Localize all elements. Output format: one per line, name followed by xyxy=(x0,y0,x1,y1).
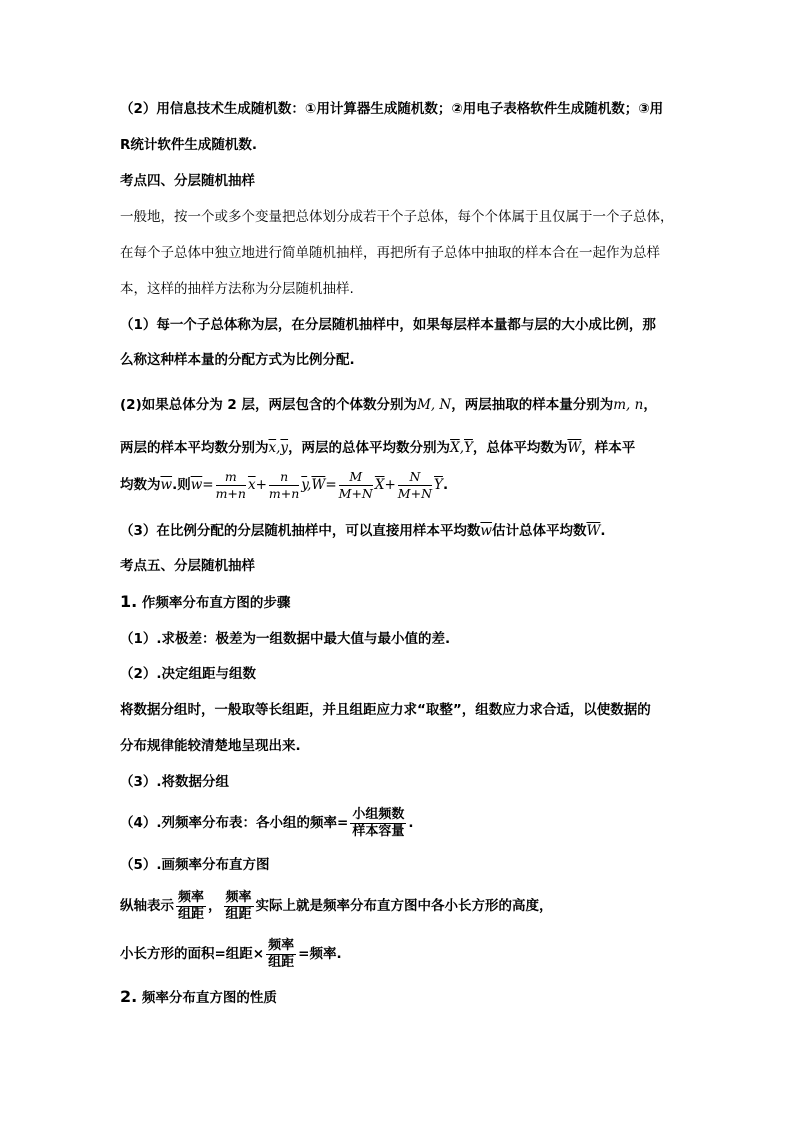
comma: , xyxy=(307,477,312,493)
area-text: =频率. xyxy=(298,946,342,962)
formula-line xyxy=(120,936,342,972)
fraction-numerator: N xyxy=(398,469,432,486)
comma: ， xyxy=(208,898,222,914)
axis-text: 实际上就是频率分布直方图中各小长方形的高度， xyxy=(255,898,553,914)
q2-text: ， xyxy=(643,397,657,413)
math-Ybar: $\overline{Y}$ xyxy=(463,440,473,456)
formula-line xyxy=(120,522,606,540)
fraction-denominator: m+n xyxy=(215,485,246,501)
q2-text: .则 xyxy=(172,477,191,493)
fraction-denominator: m+n xyxy=(268,485,300,501)
math-ybar: $\overline{y}$ xyxy=(280,440,289,456)
plus-sign: + xyxy=(255,477,267,493)
text-line: （2）用信息技术生成随机数：①用计算器生成随机数；②用电子表格软件生成随机数；③用 xyxy=(120,101,664,117)
q3-text: . xyxy=(600,523,606,539)
fraction xyxy=(216,469,246,502)
fraction-denominator: 组距 xyxy=(178,906,205,922)
fraction xyxy=(350,807,406,840)
fraction-numerator: 频率 xyxy=(268,937,295,953)
equals-sign: = xyxy=(325,477,337,493)
text-line: 本，这样的抽样方法称为分层随机抽样. xyxy=(120,281,354,297)
formula-line xyxy=(120,468,448,502)
q3-text: （3）在比例分配的分层随机抽样中，可以直接用样本平均数 xyxy=(120,523,481,539)
subsection-title: 作频率分布直方图的步骤 xyxy=(141,595,291,611)
math-xbar: $\overline{x}$ xyxy=(247,477,256,493)
text-line: 分布规律能较清楚地呈现出来. xyxy=(120,738,301,754)
fraction xyxy=(398,469,432,502)
text-line: R统计软件生成随机数. xyxy=(120,137,258,153)
q2-text: ，两层抽取的样本量分别为 xyxy=(451,397,614,413)
math-ybar: $\overline{y}$ xyxy=(301,477,308,493)
text-line: （2）.决定组距与组数 xyxy=(120,666,257,682)
fraction-denominator: M+N xyxy=(397,485,433,501)
text-line: （1）每一个子总体称为层，在分层随机抽样中，如果每层样本量都与层的大小成比例，那 xyxy=(120,317,656,333)
fraction-numerator: 小组频数 xyxy=(352,806,405,822)
fraction xyxy=(269,469,299,502)
text-line: 在每个子总体中独立地进行简单随机抽样，再把所有子总体中抽取的样本合在一起作为总样 xyxy=(120,245,660,261)
fraction-denominator: 组距 xyxy=(268,954,295,970)
math-xbar: $\overline{x}$ xyxy=(268,440,277,456)
fraction-denominator: 样本容量 xyxy=(352,823,405,839)
period: . xyxy=(408,815,414,831)
axis-text: 纵轴表示 xyxy=(120,898,174,914)
fraction-numerator: 频率 xyxy=(225,889,252,905)
fraction-denominator: M+N xyxy=(338,485,373,501)
math-wbar: $\overline{w}$ xyxy=(160,477,173,493)
text-line: 将数据分组时，一般取等长组距，并且组距应力求“取整”，组数应力求合适，以使数据的 xyxy=(120,702,651,718)
math-Ybar: $\overline{Y}$ xyxy=(434,477,443,493)
area-text: 小长方形的面积=组距× xyxy=(120,946,265,962)
fraction-denominator: 组距 xyxy=(225,906,252,922)
fraction-numerator: n xyxy=(269,469,299,486)
q2-text: 均数为 xyxy=(120,477,161,493)
q2-text: 两层的样本平均数分别为 xyxy=(120,440,269,456)
st4-text: （4）.列频率分布表：各小组的频率= xyxy=(120,815,349,831)
math-mn: m, n xyxy=(613,397,644,413)
formula-line: 两层的样本平均数分别为$\overline{x},\overline{y}$，两层的总体平均数分别为$\overline{X},\overline{Y}$，总体平均数为$\overline{W}$，样本平 xyxy=(120,440,636,456)
subsection-title: 频率分布直方图的性质 xyxy=(141,990,277,1006)
plus-sign: + xyxy=(384,477,396,493)
section-number: 1. xyxy=(120,592,138,611)
math-Xbar: $\overline{X}$ xyxy=(374,477,385,493)
q2-text: ，两层的总体平均数分别为 xyxy=(288,440,451,456)
fraction xyxy=(339,469,373,502)
subsection-heading xyxy=(120,988,277,1007)
q2-text: ，样本平 xyxy=(581,440,636,456)
math-Wbar: $\overline{W}$ xyxy=(586,523,601,539)
math-MN: M, N xyxy=(417,397,452,413)
math-wbar: $\overline{w}$ xyxy=(480,523,492,539)
math-wbar: $\overline{w}$ xyxy=(190,477,203,493)
text-line: （5）.画频率分布直方图 xyxy=(120,857,270,873)
math-Wbar: $\overline{W}$ xyxy=(311,477,326,493)
text-line: （1）.求极差：极差为一组数据中最大值与最小值的差. xyxy=(120,631,451,647)
fraction xyxy=(176,890,206,923)
q2-text: ，总体平均数为 xyxy=(472,440,568,456)
section-heading: 考点五、分层随机抽样 xyxy=(120,558,255,574)
fraction-numerator: M xyxy=(339,469,373,486)
section-number: 2. xyxy=(120,987,138,1006)
formula-line xyxy=(120,888,553,924)
formula-line xyxy=(120,396,657,414)
equals-sign: = xyxy=(202,477,214,493)
section-heading: 考点四、分层随机抽样 xyxy=(120,173,255,189)
fraction xyxy=(266,938,296,971)
period: . xyxy=(442,477,449,493)
math-Wbar: $\overline{W}$ xyxy=(567,440,582,456)
fraction-numerator: 频率 xyxy=(178,889,205,905)
text-line: 一般地，按一个或多个变量把总体划分成若干个子总体，每个个体属于且仅属于一个子总体， xyxy=(120,209,674,225)
subsection-heading xyxy=(120,593,290,612)
formula-line xyxy=(120,805,414,841)
math-Xbar: $\overline{X}$ xyxy=(450,440,460,456)
text-line: （3）.将数据分组 xyxy=(120,774,230,790)
fraction-numerator: m xyxy=(216,469,246,486)
q2-text: (2)如果总体分为 2 层，两层包含的个体数分别为 xyxy=(120,397,418,413)
fraction xyxy=(224,890,254,923)
q3-text: 估计总体平均数 xyxy=(491,523,587,539)
text-line: 么称这种样本量的分配方式为比例分配. xyxy=(120,352,355,368)
